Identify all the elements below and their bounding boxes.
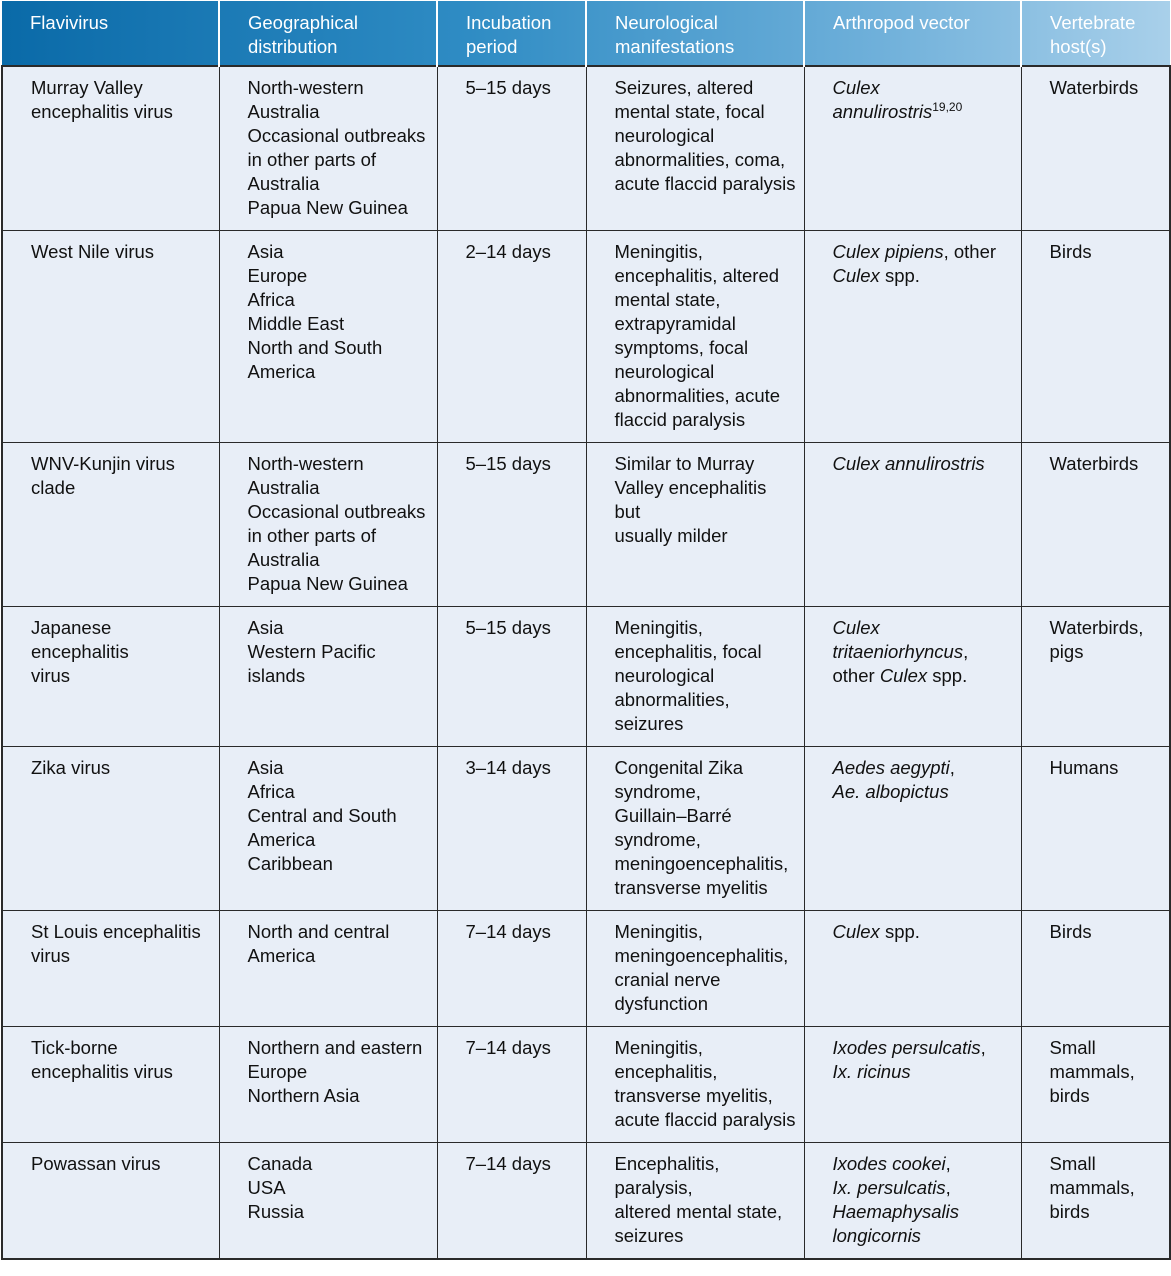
cell-line: cranial nerve xyxy=(614,969,721,990)
header-manifestations xyxy=(586,1,804,66)
cell-distribution xyxy=(219,1143,437,1260)
cell-line: birds xyxy=(1049,1085,1090,1106)
cell-line: mental state, xyxy=(614,289,721,310)
cell-line: America xyxy=(247,945,316,966)
flavivirus-table xyxy=(1,1,1171,1260)
cell-incubation xyxy=(437,231,586,443)
vector-text: other xyxy=(832,665,880,686)
cell-line: Europe xyxy=(247,1061,308,1082)
cell-line: Powassan virus xyxy=(31,1153,161,1174)
cell-vector xyxy=(804,911,1021,1027)
cell-line: encephalitis, xyxy=(614,1061,718,1082)
cell-line: syndrome, xyxy=(614,829,701,850)
header-line: distribution xyxy=(248,36,338,57)
vector-text: Ae. albopictus xyxy=(832,781,949,802)
cell-line: dysfunction xyxy=(614,993,709,1014)
cell-hosts xyxy=(1021,1027,1170,1143)
cell-incubation xyxy=(437,1027,586,1143)
cell-line: neurological xyxy=(614,361,715,382)
vector-text: spp. xyxy=(927,665,968,686)
header-incubation xyxy=(437,1,586,66)
cell-line: meningoencephalitis, xyxy=(614,945,789,966)
cell-line: America xyxy=(247,361,316,382)
reference-superscript: 19,20 xyxy=(932,100,963,114)
vector-line xyxy=(833,76,1013,124)
cell-line: Europe xyxy=(247,265,308,286)
vector-text: spp. xyxy=(879,921,920,942)
cell-manifestations xyxy=(586,747,804,911)
cell-hosts xyxy=(1021,747,1170,911)
vector-line xyxy=(833,1176,1013,1200)
vector-text: Culex xyxy=(832,265,880,286)
cell-line: Murray Valley xyxy=(31,77,143,98)
cell-line: Western Pacific islands xyxy=(247,641,376,686)
table-body xyxy=(2,66,1170,1259)
vector-text: Culex xyxy=(832,921,880,942)
cell-line: Meningitis, xyxy=(614,1037,703,1058)
cell-line: abnormalities, xyxy=(614,689,730,710)
vector-line xyxy=(833,664,1013,688)
header-distribution xyxy=(219,1,437,66)
cell-line: 5–15 days xyxy=(465,77,551,98)
vector-text: spp. xyxy=(879,265,920,286)
cell-manifestations xyxy=(586,1027,804,1143)
header-line: period xyxy=(466,36,518,57)
cell-line: Congenital Zika xyxy=(614,757,744,778)
cell-line: Papua New Guinea xyxy=(247,197,408,218)
vector-text: Ix. ricinus xyxy=(832,1061,911,1082)
cell-line: Australia xyxy=(247,477,320,498)
cell-line: Japanese encephalitis xyxy=(31,617,129,662)
header-line: Geographical xyxy=(248,12,359,33)
cell-line: Asia xyxy=(247,241,284,262)
cell-line: acute flaccid paralysis xyxy=(614,1109,796,1130)
cell-hosts xyxy=(1021,607,1170,747)
cell-line: Asia xyxy=(247,617,284,638)
vector-text: , xyxy=(963,641,969,662)
cell-flavivirus xyxy=(2,1027,219,1143)
header-line: Incubation xyxy=(466,12,552,33)
cell-line: North and central xyxy=(247,921,390,942)
vector-text: , xyxy=(949,757,955,778)
cell-line: 5–15 days xyxy=(465,617,551,638)
vector-text: Aedes aegypti xyxy=(832,757,950,778)
cell-line: Small xyxy=(1049,1153,1096,1174)
header-row xyxy=(2,1,1170,66)
cell-distribution xyxy=(219,911,437,1027)
header-line: Neurological xyxy=(615,12,718,33)
vector-text: Ixodes cookei xyxy=(832,1153,946,1174)
cell-line: transverse myelitis xyxy=(614,877,768,898)
cell-line: extrapyramidal xyxy=(614,313,736,334)
cell-incubation xyxy=(437,911,586,1027)
cell-line: Waterbirds xyxy=(1049,453,1139,474)
header-flavivirus xyxy=(2,1,219,66)
vector-text: , other xyxy=(943,241,997,262)
cell-line: Northern and eastern xyxy=(247,1037,423,1058)
cell-line: encephalitis, altered xyxy=(614,265,780,286)
cell-line: Seizures, altered xyxy=(614,77,754,98)
vector-text: , xyxy=(945,1153,951,1174)
vector-line xyxy=(833,616,1013,664)
cell-line: virus xyxy=(31,665,71,686)
cell-line: Occasional outbreaks xyxy=(247,501,426,522)
cell-line: abnormalities, coma, xyxy=(614,149,786,170)
cell-line: virus xyxy=(31,945,71,966)
cell-incubation xyxy=(437,1143,586,1260)
cell-line: Papua New Guinea xyxy=(247,573,408,594)
vector-line xyxy=(833,1152,1013,1176)
header-line: Vertebrate xyxy=(1050,12,1136,33)
cell-incubation xyxy=(437,607,586,747)
cell-vector xyxy=(804,607,1021,747)
cell-line: 3–14 days xyxy=(465,757,551,778)
cell-distribution xyxy=(219,607,437,747)
cell-line: North-western xyxy=(247,453,364,474)
cell-line: Middle East xyxy=(247,313,345,334)
cell-line: encephalitis virus xyxy=(31,101,173,122)
cell-line: altered mental state, xyxy=(614,1201,783,1222)
cell-line: seizures xyxy=(614,1225,684,1246)
cell-line: Canada xyxy=(247,1153,313,1174)
vector-line xyxy=(833,920,1013,944)
cell-incubation xyxy=(437,443,586,607)
vector-text: Haemaphysalis xyxy=(832,1201,959,1222)
cell-manifestations xyxy=(586,443,804,607)
vector-line xyxy=(833,452,1013,476)
cell-manifestations xyxy=(586,607,804,747)
cell-line: pigs xyxy=(1049,641,1084,662)
cell-line: 7–14 days xyxy=(465,1153,551,1174)
vector-text: , xyxy=(945,1177,951,1198)
cell-line: mammals, xyxy=(1049,1061,1135,1082)
vector-text: Culex annulirostris xyxy=(832,77,933,122)
cell-vector xyxy=(804,231,1021,443)
cell-hosts xyxy=(1021,231,1170,443)
cell-vector xyxy=(804,66,1021,231)
vector-text: Culex pipiens xyxy=(832,241,944,262)
cell-line: North and South xyxy=(247,337,383,358)
vector-text: longicornis xyxy=(832,1225,921,1246)
cell-line: usually milder xyxy=(614,525,728,546)
cell-line: Central and South xyxy=(247,805,397,826)
cell-manifestations xyxy=(586,911,804,1027)
cell-line: West Nile virus xyxy=(31,241,155,262)
cell-incubation xyxy=(437,747,586,911)
cell-hosts xyxy=(1021,66,1170,231)
cell-line: Caribbean xyxy=(247,853,333,874)
cell-manifestations xyxy=(586,1143,804,1260)
cell-line: Africa xyxy=(247,781,295,802)
cell-line: Africa xyxy=(247,289,295,310)
cell-line: encephalitis, focal xyxy=(614,641,762,662)
cell-line: neurological xyxy=(614,665,715,686)
vector-line xyxy=(833,1224,1013,1248)
cell-distribution xyxy=(219,231,437,443)
cell-distribution xyxy=(219,443,437,607)
cell-distribution xyxy=(219,1027,437,1143)
cell-line: America xyxy=(247,829,316,850)
cell-line: Waterbirds xyxy=(1049,77,1139,98)
cell-line: 7–14 days xyxy=(465,921,551,942)
cell-line: Humans xyxy=(1049,757,1119,778)
cell-line: mental state, focal xyxy=(614,101,765,122)
cell-line: Tick-borne xyxy=(31,1037,118,1058)
cell-flavivirus xyxy=(2,443,219,607)
cell-line: Asia xyxy=(247,757,284,778)
cell-manifestations xyxy=(586,231,804,443)
cell-line: abnormalities, acute xyxy=(614,385,781,406)
cell-flavivirus xyxy=(2,231,219,443)
cell-line: USA xyxy=(247,1177,286,1198)
cell-line: flaccid paralysis xyxy=(614,409,746,430)
cell-hosts xyxy=(1021,443,1170,607)
vector-line xyxy=(833,1036,1013,1060)
cell-line: WNV-Kunjin virus xyxy=(31,453,175,474)
cell-line: Occasional outbreaks xyxy=(247,125,426,146)
vector-text: Culex xyxy=(879,665,928,686)
vector-line xyxy=(833,1060,1013,1084)
cell-line: Australia xyxy=(247,101,320,122)
cell-line: clade xyxy=(31,477,76,498)
cell-line: Meningitis, xyxy=(614,617,703,638)
cell-line: Birds xyxy=(1049,241,1092,262)
table-header xyxy=(2,1,1170,66)
cell-line: Valley encephalitis but xyxy=(614,477,767,522)
header-line: Arthropod vector xyxy=(833,12,970,33)
cell-line: Similar to Murray xyxy=(614,453,755,474)
table-row xyxy=(2,66,1170,231)
cell-line: Meningitis, xyxy=(614,241,703,262)
cell-flavivirus xyxy=(2,1143,219,1260)
cell-line: meningoencephalitis, xyxy=(614,853,789,874)
cell-line: birds xyxy=(1049,1201,1090,1222)
vector-line xyxy=(833,240,1013,264)
cell-vector xyxy=(804,1143,1021,1260)
cell-line: Northern Asia xyxy=(247,1085,360,1106)
cell-line: transverse myelitis, xyxy=(614,1085,773,1106)
cell-line: seizures xyxy=(614,713,684,734)
vector-line xyxy=(833,264,1013,288)
cell-line: in other parts of xyxy=(247,149,377,170)
table-row xyxy=(2,231,1170,443)
cell-line: syndrome, xyxy=(614,781,701,802)
cell-vector xyxy=(804,1027,1021,1143)
cell-vector xyxy=(804,443,1021,607)
cell-manifestations xyxy=(586,66,804,231)
header-line: host(s) xyxy=(1050,36,1107,57)
cell-line: Waterbirds, xyxy=(1049,617,1144,638)
cell-line: acute flaccid paralysis xyxy=(614,173,796,194)
cell-flavivirus xyxy=(2,747,219,911)
cell-line: 7–14 days xyxy=(465,1037,551,1058)
table-row xyxy=(2,911,1170,1027)
vector-text: Ix. persulcatis xyxy=(832,1177,946,1198)
vector-text: Culex tritaeniorhyncus xyxy=(832,617,964,662)
cell-flavivirus xyxy=(2,607,219,747)
cell-line: Australia xyxy=(247,173,320,194)
vector-text: , xyxy=(980,1037,986,1058)
cell-hosts xyxy=(1021,1143,1170,1260)
cell-vector xyxy=(804,747,1021,911)
cell-flavivirus xyxy=(2,66,219,231)
header-line: manifestations xyxy=(615,36,735,57)
cell-line: Russia xyxy=(247,1201,305,1222)
table-row xyxy=(2,747,1170,911)
cell-line: Birds xyxy=(1049,921,1092,942)
vector-line xyxy=(833,780,1013,804)
cell-line: in other parts of xyxy=(247,525,377,546)
header-hosts xyxy=(1021,1,1170,66)
cell-line: symptoms, focal xyxy=(614,337,749,358)
vector-text: Culex annulirostris xyxy=(832,453,985,474)
cell-line: neurological xyxy=(614,125,715,146)
table-row xyxy=(2,1143,1170,1260)
cell-line: Encephalitis, paralysis, xyxy=(614,1153,720,1198)
cell-line: encephalitis virus xyxy=(31,1061,173,1082)
cell-line: St Louis encephalitis xyxy=(31,921,201,942)
cell-distribution xyxy=(219,66,437,231)
cell-line: 5–15 days xyxy=(465,453,551,474)
cell-line: Australia xyxy=(247,549,320,570)
header-vector xyxy=(804,1,1021,66)
cell-incubation xyxy=(437,66,586,231)
table-row xyxy=(2,443,1170,607)
table-row xyxy=(2,607,1170,747)
header-line: Flavivirus xyxy=(30,12,109,33)
vector-line xyxy=(833,756,1013,780)
cell-line: mammals, xyxy=(1049,1177,1135,1198)
cell-line: 2–14 days xyxy=(465,241,551,262)
table-row xyxy=(2,1027,1170,1143)
cell-line: Small xyxy=(1049,1037,1096,1058)
cell-line: Zika virus xyxy=(31,757,111,778)
cell-distribution xyxy=(219,747,437,911)
cell-hosts xyxy=(1021,911,1170,1027)
cell-line: Guillain–Barré xyxy=(614,805,732,826)
cell-line: Meningitis, xyxy=(614,921,703,942)
vector-line xyxy=(833,1200,1013,1224)
cell-flavivirus xyxy=(2,911,219,1027)
cell-line: North-western xyxy=(247,77,364,98)
vector-text: Ixodes persulcatis xyxy=(832,1037,981,1058)
